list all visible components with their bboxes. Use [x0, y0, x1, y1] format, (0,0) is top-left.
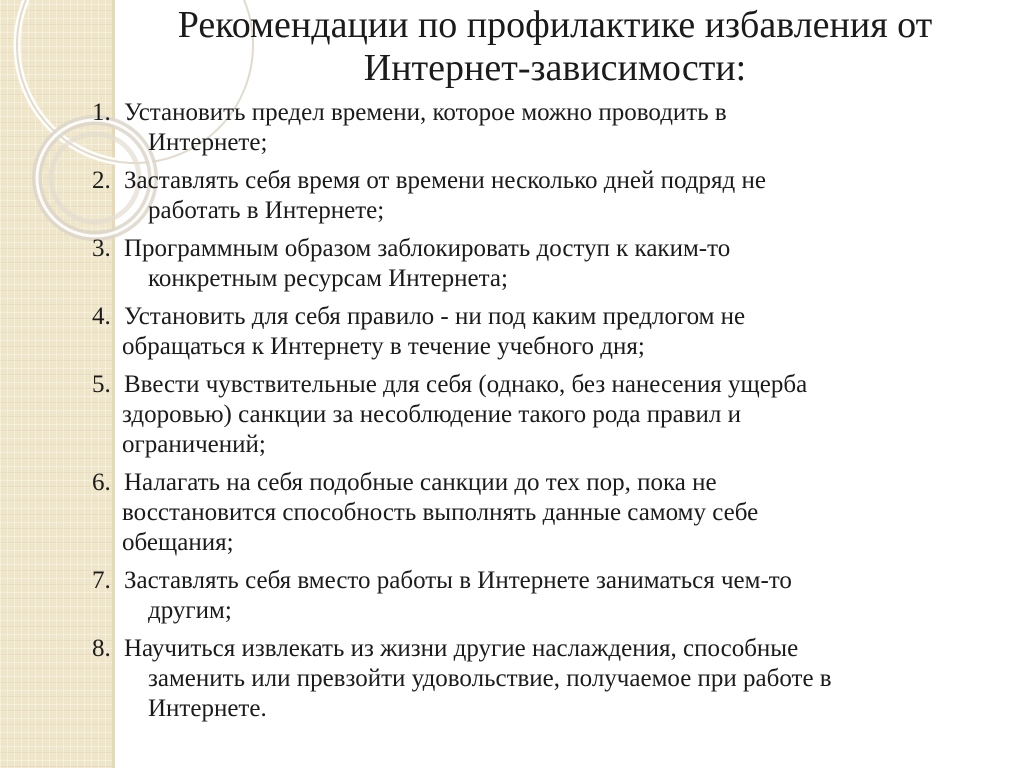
item-line: ограничений; — [122, 431, 266, 458]
list-item — [92, 634, 1007, 724]
item-number: 6. — [92, 469, 111, 496]
item-text — [124, 634, 1007, 724]
item-line: Заставлять себя время от времени несколько дней подряд не — [124, 167, 766, 194]
item-line: восстановится способность выполнять данные самому себе — [122, 499, 759, 526]
item-line: Заставлять себя вместо работы в Интернете заниматься чем-то — [124, 567, 792, 594]
item-text — [124, 302, 1007, 362]
item-line: Научиться извлекать из жизни другие наслаждения, способные — [124, 635, 799, 662]
item-line: заменить или превзойти удовольствие, получаемое при работе в — [148, 665, 832, 692]
item-line: Установить для себя правило - ни под каким предлогом не — [124, 303, 746, 330]
item-number: 8. — [92, 635, 111, 662]
item-line: Налагать на себя подобные санкции до тех пор, пока не — [124, 469, 717, 496]
list-item — [92, 468, 1007, 558]
item-number: 1. — [92, 99, 111, 126]
item-text — [124, 468, 1007, 558]
slide-title-line-1: Рекомендации по профилактике избавления от — [177, 4, 933, 46]
list-item — [92, 370, 1007, 460]
item-number: 5. — [92, 371, 111, 398]
item-line: Программным образом заблокировать доступ к каким-то — [124, 235, 731, 262]
item-number: 7. — [92, 567, 111, 594]
item-line: Установить предел времени, которое можно проводить в — [124, 99, 727, 126]
list-item — [92, 234, 1007, 294]
item-number: 3. — [92, 235, 111, 262]
item-line: здоровью) санкции за несоблюдение такого рода правил и — [122, 401, 742, 428]
item-line: Интернете. — [148, 695, 267, 722]
item-line: работать в Интернете; — [148, 197, 385, 224]
slide-title-line-2: Интернет-зависимости: — [363, 47, 747, 89]
item-line: Ввести чувствительные для себя (однако, без нанесения ущерба — [124, 371, 808, 398]
item-text — [124, 234, 1007, 294]
item-text — [124, 370, 1007, 460]
item-line: другим; — [148, 597, 232, 624]
item-text — [124, 166, 1007, 226]
list-item — [92, 302, 1007, 362]
item-number: 2. — [92, 167, 111, 194]
item-number: 4. — [92, 303, 111, 330]
list-item — [92, 566, 1007, 626]
list-item — [92, 98, 1007, 158]
list-item — [92, 166, 1007, 226]
slide-title — [100, 4, 1010, 90]
item-text — [124, 566, 1007, 626]
recommendations-list — [92, 98, 1007, 732]
item-line: Интернете; — [148, 129, 268, 156]
item-line: обещания; — [122, 529, 234, 556]
item-line: обращаться к Интернету в течение учебного дня; — [122, 333, 645, 360]
item-line: конкретным ресурсам Интернета; — [148, 265, 508, 292]
item-text — [124, 98, 1007, 158]
